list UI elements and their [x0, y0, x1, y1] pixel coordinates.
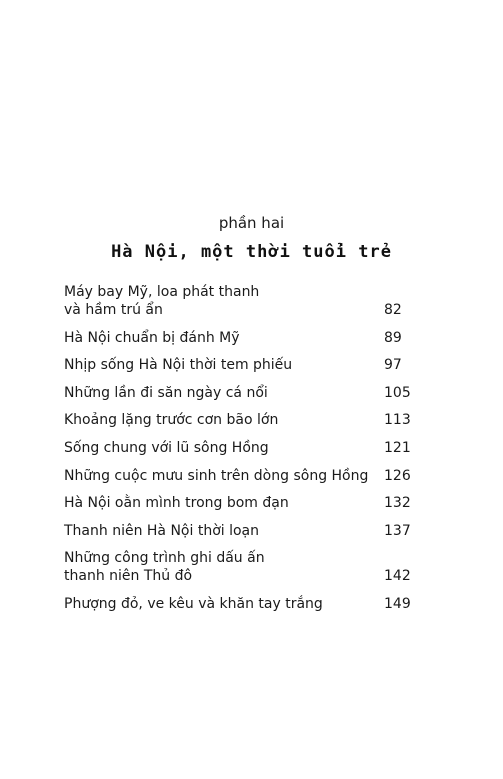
toc-entry-page: 149: [384, 595, 411, 612]
toc-entry: [64, 411, 424, 429]
toc-entry-title-line: Những cuộc mưu sinh trên dòng sông Hồng: [64, 467, 369, 484]
toc-entry-title-line: Những công trình ghi dấu ấn: [64, 550, 265, 567]
toc-entry: [64, 494, 424, 512]
toc-entry-title: [64, 411, 384, 429]
toc-entry-title-line: Sống chung với lũ sông Hồng: [64, 439, 269, 456]
toc-entry-title-line: Thanh niên Hà Nội thời loạn: [64, 522, 260, 539]
toc-entry-title-line: Máy bay Mỹ, loa phát thanh: [64, 284, 260, 300]
toc-entry: [64, 549, 424, 585]
toc-entry-title: [64, 494, 384, 512]
toc-entry-page: 132: [384, 495, 411, 512]
toc-entry-title-line: Nhịp sống Hà Nội thời tem phiếu: [64, 357, 293, 374]
toc-entry: [64, 329, 424, 347]
toc-entry: [64, 384, 424, 402]
toc-entry: [64, 522, 424, 540]
toc-entry-page: 82: [384, 302, 402, 318]
toc-entry-title: [64, 329, 384, 347]
toc-entry-title-line: Hà Nội oằn mình trong bom đạn: [64, 495, 289, 512]
toc-entry-page: 89: [384, 329, 402, 346]
toc-entry-page: 142: [384, 568, 411, 585]
toc-entry-page: 113: [384, 412, 411, 429]
part-label: phần hai: [218, 214, 285, 232]
toc-entry-title-line: Phượng đỏ, ve kêu và khăn tay trắng: [64, 595, 323, 612]
toc-entry-title: [64, 384, 384, 402]
toc-entry: [64, 283, 424, 319]
toc-entry-page: 105: [384, 384, 411, 401]
toc-entry-title: [64, 439, 384, 457]
toc-entry-title: [64, 595, 384, 613]
toc-entry: [64, 439, 424, 457]
toc-entry-page: 137: [384, 522, 411, 539]
toc-entry-title: [64, 283, 384, 319]
toc-entry-page: 97: [384, 357, 402, 374]
toc-entry-page: 121: [384, 439, 411, 456]
toc-entry-title-line: và hầm trú ẩn: [64, 302, 163, 318]
toc-entry-title: [64, 522, 384, 540]
toc-entry: [64, 356, 424, 374]
toc-entry-title-line: Những lần đi săn ngày cá nổi: [64, 384, 268, 401]
toc-entry-title-line: Hà Nội chuẩn bị đánh Mỹ: [64, 329, 240, 346]
part-title: Hà Nội, một thời tuổi trẻ: [111, 242, 392, 262]
toc-entry-title: [64, 467, 384, 485]
toc-entry-title: [64, 356, 384, 374]
toc-entry: [64, 595, 424, 613]
table-of-contents: [64, 283, 424, 623]
toc-entry-page: 126: [384, 467, 411, 484]
toc-entry-title-line: thanh niên Thủ đô: [64, 568, 193, 585]
toc-entry-title-line: Khoảng lặng trước cơn bão lớn: [64, 412, 279, 429]
toc-entry-title: [64, 549, 384, 585]
toc-entry: [64, 467, 424, 485]
